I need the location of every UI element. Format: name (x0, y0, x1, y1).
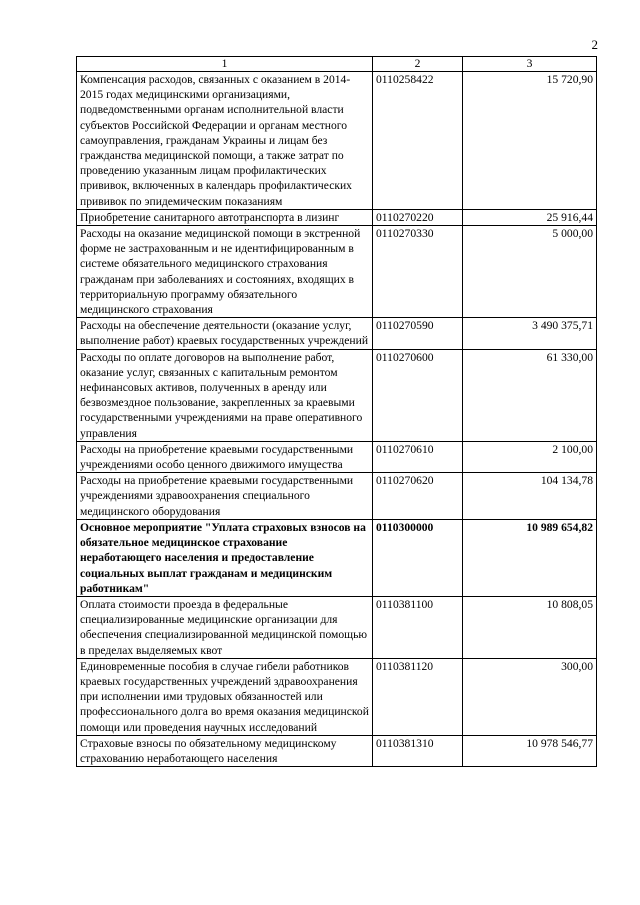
table-row (77, 735, 597, 766)
table-row (77, 473, 597, 520)
row-sum: 2 100,00 (463, 441, 597, 472)
budget-table (76, 56, 597, 767)
row-sum: 10 989 654,82 (463, 519, 597, 596)
table-row (77, 226, 597, 318)
table-row (77, 596, 597, 658)
table-row (77, 658, 597, 735)
row-name: Основное мероприятие "Уплата страховых взносов на обязательное медицинское страхование неработающего населения и предоставление социальных выплат гражданам и медицинским работникам" (77, 519, 373, 596)
row-sum: 3 490 375,71 (463, 318, 597, 349)
row-code: 0110270600 (373, 349, 463, 441)
row-sum: 10 978 546,77 (463, 735, 597, 766)
row-sum: 61 330,00 (463, 349, 597, 441)
row-name: Расходы на обеспечение деятельности (оказание услуг, выполнение работ) краевых государственных учреждений (77, 318, 373, 349)
row-sum: 25 916,44 (463, 209, 597, 225)
table-row (77, 318, 597, 349)
row-name: Страховые взносы по обязательному медицинскому страхованию неработающего населения (77, 735, 373, 766)
column-header-code: 2 (373, 57, 463, 72)
row-code: 0110381310 (373, 735, 463, 766)
row-name: Оплата стоимости проезда в федеральные специализированные медицинские организации для обеспечения специализированной медицинской помощью в пределах выделяемых квот (77, 596, 373, 658)
row-sum: 10 808,05 (463, 596, 597, 658)
column-header-sum: 3 (463, 57, 597, 72)
column-header-name: 1 (77, 57, 373, 72)
row-sum: 104 134,78 (463, 473, 597, 520)
row-name: Расходы на оказание медицинской помощи в экстренной форме не застрахованным и не идентифицированным в системе обязательного медицинского страхования гражданам при заболеваниях и состояниях, входящих в территориальную программу обязательного медицинского страхования (77, 226, 373, 318)
row-sum: 5 000,00 (463, 226, 597, 318)
row-code: 0110381120 (373, 658, 463, 735)
row-sum: 300,00 (463, 658, 597, 735)
row-code: 0110270610 (373, 441, 463, 472)
page-number: 2 (591, 37, 598, 52)
row-code: 0110381100 (373, 596, 463, 658)
table-header-row (77, 57, 597, 72)
row-code: 0110300000 (373, 519, 463, 596)
row-name: Приобретение санитарного автотранспорта в лизинг (77, 209, 373, 225)
table-row (77, 209, 597, 225)
table-row (77, 349, 597, 441)
table-row (77, 72, 597, 210)
row-code: 0110270330 (373, 226, 463, 318)
row-name: Единовременные пособия в случае гибели работников краевых государственных учреждений здравоохранения при исполнении ими трудовых обязанностей или профессионального долга во время оказания медицинской помощи или проведения научных исследований (77, 658, 373, 735)
row-name: Расходы на приобретение краевыми государственными учреждениями здравоохранения специального медицинского оборудования (77, 473, 373, 520)
row-name: Компенсация расходов, связанных с оказанием в 2014-2015 годах медицинскими организациями, подведомственными органам исполнительной власти субъектов Российской Федерации и органам местного самоуправления, гражданам Украины и лицам без гражданства медицинской помощи, а также затрат по проведению указанным лицам профилактических прививок, включенных в календарь профилактических прививок по эпидемическим показаниям (77, 72, 373, 210)
row-name: Расходы на приобретение краевыми государственными учреждениями особо ценного движимого имущества (77, 441, 373, 472)
row-code: 0110270220 (373, 209, 463, 225)
row-code: 0110270590 (373, 318, 463, 349)
row-code: 0110258422 (373, 72, 463, 210)
table-row (77, 441, 597, 472)
table-row (77, 519, 597, 596)
row-name: Расходы по оплате договоров на выполнение работ, оказание услуг, связанных с капитальным ремонтом нефинансовых активов, полученных в аренду или безвозмездное пользование, закрепленных за краевыми государственными учреждениями на праве оперативного управления (77, 349, 373, 441)
row-code: 0110270620 (373, 473, 463, 520)
row-sum: 15 720,90 (463, 72, 597, 210)
